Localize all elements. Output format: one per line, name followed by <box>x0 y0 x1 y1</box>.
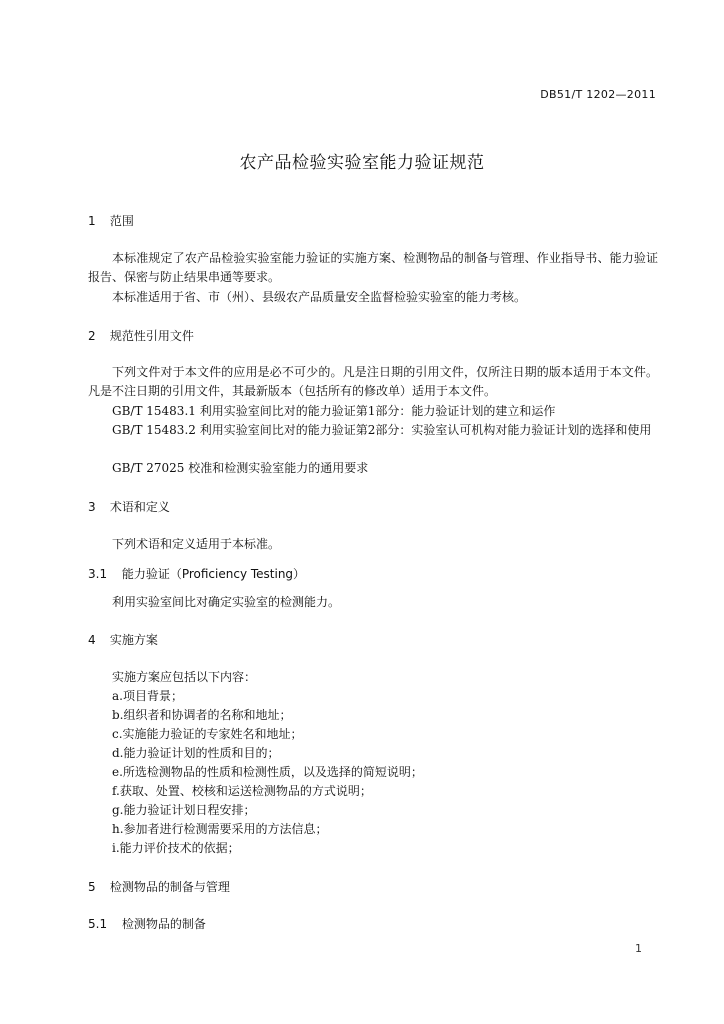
subsection-title: 检测物品的制备 <box>121 917 206 931</box>
section-number: 5 <box>88 880 96 894</box>
reference-item-1: GB/T 15483.1 利用实验室间比对的能力验证第1部分：能力验证计划的建立和运作 <box>112 404 556 418</box>
subsection-title: 能力验证（Proficiency Testing） <box>121 567 306 581</box>
subsection-heading-5-1 <box>88 915 206 932</box>
section-title: 规范性引用文件 <box>109 329 194 343</box>
section-heading-5 <box>88 878 230 895</box>
section-number: 2 <box>88 329 96 343</box>
standard-code: DB51/T 1202—2011 <box>540 88 656 101</box>
section-heading-3 <box>88 498 170 515</box>
section-title: 实施方案 <box>109 633 158 647</box>
list-item: b.组织者和协调者的名称和地址； <box>112 708 292 722</box>
list-item: h.参加者进行检测需要采用的方法信息； <box>112 822 328 836</box>
section-number: 1 <box>88 214 96 228</box>
list-item: d.能力验证计划的性质和目的； <box>112 746 280 760</box>
section-number: 4 <box>88 633 96 647</box>
paragraph-scope-1: 本标准规定了农产品检验实验室能力验证的实施方案、检测物品的制备与管理、作业指导书、能力验证报告、保密与防止结果串通等要求。 <box>88 251 658 284</box>
section-heading-4 <box>88 631 158 648</box>
plan-intro: 实施方案应包括以下内容： <box>112 670 257 684</box>
paragraph-references-intro: 下列文件对于本文件的应用是必不可少的。凡是注日期的引用文件，仅所注日期的版本适用于本文件。凡是不注日期的引用文件，其最新版本（包括所有的修改单）适用于本文件。 <box>88 365 658 398</box>
subsection-number: 3.1 <box>88 567 108 581</box>
section-title: 范围 <box>109 214 134 228</box>
paragraph-terms-intro: 下列术语和定义适用于本标准。 <box>112 537 281 551</box>
list-item: a.项目背景； <box>112 689 183 703</box>
list-item: c.实施能力验证的专家姓名和地址； <box>112 727 303 741</box>
section-title: 术语和定义 <box>109 500 170 514</box>
list-item: e.所选检测物品的性质和检测性质，以及选择的简短说明； <box>112 765 423 779</box>
paragraph-term-definition: 利用实验室间比对确定实验室的检测能力。 <box>112 595 341 609</box>
reference-item-2: GB/T 15483.2 利用实验室间比对的能力验证第2部分：实验室认可机构对能力验证计划的选择和使用 <box>112 423 652 437</box>
list-item: f.获取、处置、校核和运送检测物品的方式说明； <box>112 784 372 798</box>
page-number: 1 <box>635 942 642 955</box>
reference-item-3: GB/T 27025 校准和检测实验室能力的通用要求 <box>112 461 369 475</box>
section-number: 3 <box>88 500 96 514</box>
document-title: 农产品检验实验室能力验证规范 <box>239 153 485 173</box>
subsection-heading-3-1 <box>88 565 305 582</box>
list-item: g.能力验证计划日程安排； <box>112 803 256 817</box>
list-item: i.能力评价技术的依据； <box>112 841 240 855</box>
paragraph-scope-2: 本标准适用于省、市（州）、县级农产品质量安全监督检验实验室的能力考核。 <box>112 290 527 304</box>
section-title: 检测物品的制备与管理 <box>109 880 230 894</box>
subsection-number: 5.1 <box>88 917 108 931</box>
section-heading-1 <box>88 212 134 229</box>
section-heading-2 <box>88 327 194 344</box>
